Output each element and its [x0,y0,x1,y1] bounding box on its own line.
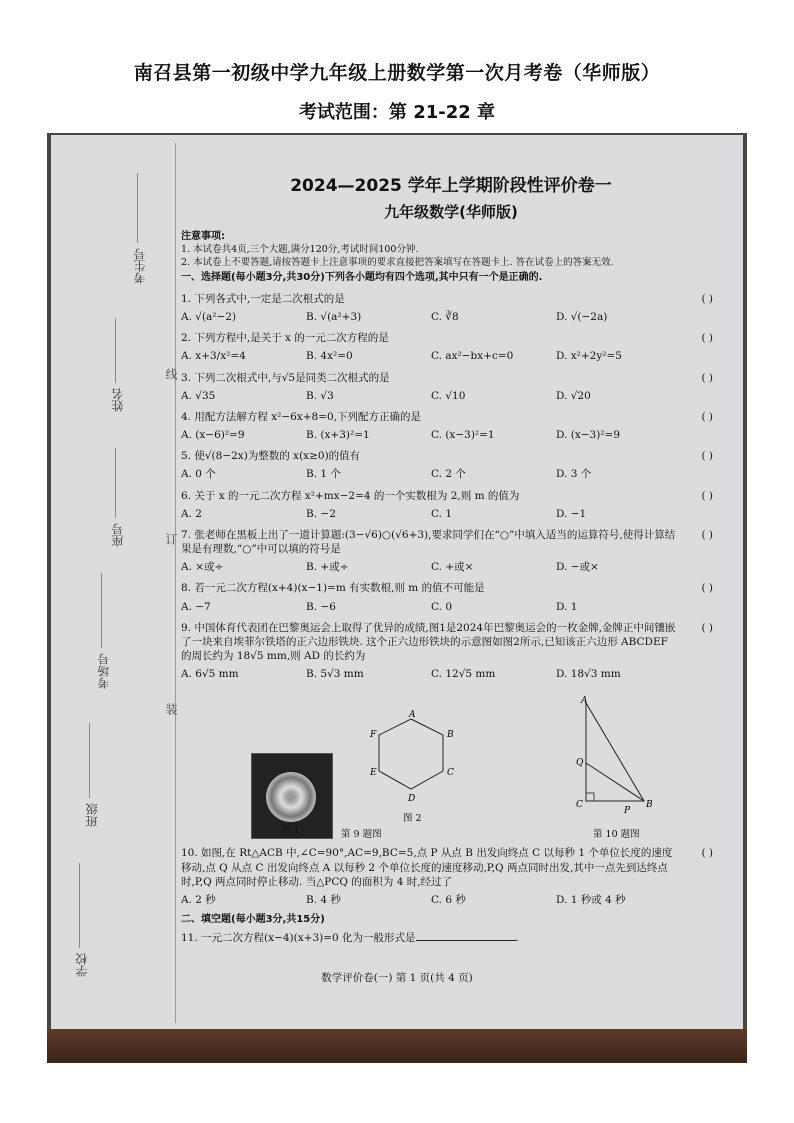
section-heading-choice: 一、选择题(每小题3分,共30分)下列各小题均有四个选项,其中只有一个是正确的. [181,272,543,284]
note-item: 1. 本试卷共4页,三个大题,满分120分,考试时间100分钟. [181,243,419,255]
option-row [181,667,681,681]
option-d[interactable]: D. √(−2a) [556,310,608,323]
question-list [181,292,721,682]
question-8 [181,581,721,613]
question-11: 11. 一元二次方程(x−4)(x+3)=0 化为一般形式是 . [181,931,519,944]
question-stem: 9. 中国体育代表团在巴黎奥运会上取得了优异的成绩,图1是2024年巴黎奥运会的一枚金牌,金牌正中间镶嵌了一块来自埃菲尔铁塔的正六边形铁块. 这个正六边形铁块的示意图如图2所示,已知该正六边形 ABCDEF 的周长约为 18√5 mm,则 AD 的长约为 [181,621,676,663]
option-d[interactable]: D. 1 [556,600,578,613]
binding-line [101,573,102,648]
binding-line [115,448,116,518]
tri-label: Q [576,758,584,769]
option-c[interactable]: C. 12√5 mm [431,668,496,681]
binding-line [137,173,138,243]
option-row [181,507,681,521]
option-a[interactable]: A. 6√5 mm [181,668,239,681]
option-a[interactable]: A. 2 [181,507,202,520]
question-figures [181,689,721,839]
answer-paren[interactable]: ( ) [701,847,713,860]
question-stem: 1. 下列各式中,一定是二次根式的是 [181,292,345,305]
hex-label: F [370,730,377,741]
option-row [181,310,681,324]
option-a[interactable]: A. −7 [181,600,211,613]
option-a[interactable]: A. (x−6)²=9 [181,429,245,442]
option-a[interactable]: A. ×或÷ [181,561,224,574]
option-d[interactable]: D. 18√3 mm [556,668,621,681]
binding-label-room: 考场号 [97,653,111,689]
figure-caption: 图 2 [403,813,422,825]
question-3 [181,371,721,403]
hex-label: A [409,710,416,721]
option-a[interactable]: A. √35 [181,389,216,402]
exam-subtitle: 九年级数学(华师版) [384,202,518,221]
question-10 [181,846,721,907]
exam-paper [51,135,743,1033]
answer-paren[interactable]: ( ) [701,621,713,634]
hex-label: E [370,768,377,779]
figure-caption: 图 1 [281,825,300,837]
cut-mark-line: 线 [164,368,178,380]
question-stem: 10. 如图,在 Rt△ACB 中,∠C=90°,AC=9,BC=5,点 P 从点 B 出发向终点 C 以每秒 1 个单位长度的速度移动,点 Q 从点 C 出发向终点 A 以每秒 2 个单位长度的速度移动,P,Q 两点同时出发,其中一点先到达终点时,P,Q 两点同时停止移动. 当△PCQ 的面积为 4 时,经过了 [181,847,673,888]
option-d[interactable]: D. −1 [556,507,587,520]
binding-label-name: 姓名 [111,388,125,412]
answer-paren[interactable]: ( ) [701,410,713,423]
option-row [181,349,681,363]
question-9 [181,621,721,682]
hex-label: D [408,794,416,805]
hex-label: B [447,730,454,741]
exam-scope: 考试范围：第 21-22 章 [298,102,496,123]
binding-label-class: 班级 [85,803,99,827]
question-stem: 7. 张老师在黑板上出了一道计算题:(3−√6)○(√6+3),要求同学们在“○”中填入适当的运算符号,使得计算结果是有理数,“○”中可以填的符号是 [181,528,676,556]
question-stem: 8. 若一元二次方程(x+4)(x−1)=m 有实数根,则 m 的值不可能是 [181,582,485,595]
option-d[interactable]: D. −或× [556,561,599,574]
option-d[interactable]: D. (x−3)²=9 [556,429,620,442]
tri-label: B [646,800,653,811]
question-5 [181,449,721,481]
page-title: 南召县第一初级中学九年级上册数学第一次月考卷（华师版） [133,62,661,84]
question-stem: 5. 使√(8−2x)为整数的 x(x≥0)的值有 [181,450,361,463]
option-c[interactable]: C. (x−3)²=1 [431,429,495,442]
option-b[interactable]: B. (x+3)²=1 [306,429,370,442]
binding-strip [63,143,176,1023]
option-c[interactable]: C. 2 个 [431,468,466,481]
hex-label: C [447,768,454,779]
option-b[interactable]: B. +或÷ [306,561,349,574]
option-a[interactable]: A. 2 秒 [181,893,216,906]
option-c[interactable]: C. 1 [431,507,453,520]
answer-paren[interactable]: ( ) [701,528,713,541]
option-row [181,389,681,403]
answer-paren[interactable]: ( ) [701,489,713,502]
exam-title: 2024—2025 学年上学期阶段性评价卷一 [290,176,612,196]
section-heading-fill: 二、填空题(每小题3分,共15分) [181,914,325,926]
question-6 [181,489,721,521]
answer-blank[interactable] [416,940,516,941]
notes-heading: 注意事项: [181,231,225,243]
option-a[interactable]: A. √(a²−2) [181,310,237,323]
page-footer: 数学评价卷(一) 第 1 页(共 4 页) [321,972,473,984]
hexagon-figure [371,711,481,821]
desk-surface [47,1029,747,1063]
option-a[interactable]: A. 0 个 [181,468,216,481]
figure-caption-q10: 第 10 题图 [593,829,640,841]
option-c[interactable]: C. ∛8 [431,310,459,323]
figure-caption-q9: 第 9 题图 [341,829,382,841]
cut-mark-staple: 订 [164,533,178,545]
tri-label: P [624,806,631,817]
question-stem: 4. 用配方法解方程 x²−6x+8=0,下列配方正确的是 [181,410,422,423]
tri-label: C [576,800,583,811]
question-1 [181,292,721,324]
cut-mark-bind: 装 [164,703,178,715]
note-item: 2. 本试卷上不要答题,请按答题卡上注意事项的要求直接把答案填写在答题卡上. 答在试卷上的答案无效. [181,256,614,268]
answer-paren[interactable]: ( ) [701,450,713,463]
exam-photo [47,133,747,1063]
answer-paren[interactable]: ( ) [701,582,713,595]
option-b[interactable]: B. 4 秒 [306,893,341,906]
option-row [181,428,681,442]
option-b[interactable]: B. √(a²+3) [306,310,362,323]
option-d[interactable]: D. 3 个 [556,468,592,481]
question-stem: 6. 关于 x 的一元二次方程 x²+mx−2=4 的一个实数根为 2,则 m 的值为 [181,489,520,502]
answer-paren[interactable]: ( ) [701,371,713,384]
option-c[interactable]: C. +或× [431,561,474,574]
option-row [181,893,681,907]
option-c[interactable]: C. 6 秒 [431,893,466,906]
question-4 [181,410,721,442]
option-b[interactable]: B. 4x²=0 [306,350,353,363]
option-row [181,560,681,574]
option-c[interactable]: C. 0 [431,600,453,613]
question-stem: 3. 下列二次根式中,与√5是同类二次根式的是 [181,371,390,384]
binding-label-school: 学校 [75,953,89,977]
binding-label-seat: 座号 [111,523,125,547]
option-b[interactable]: B. √3 [306,389,334,402]
option-b[interactable]: B. −6 [306,600,336,613]
answer-paren[interactable]: ( ) [701,332,713,345]
binding-line [115,318,116,383]
triangle-figure [576,697,666,817]
exam-content [181,175,721,945]
answer-paren[interactable]: ( ) [701,292,713,305]
page-header [0,0,794,130]
option-b[interactable]: B. 1 个 [306,468,341,481]
question-list-2 [181,846,721,907]
option-a[interactable]: A. x+3/x²=4 [181,350,246,363]
option-d[interactable]: D. x²+2y²=5 [556,350,622,363]
question-stem: 2. 下列方程中,是关于 x 的一元二次方程的是 [181,332,389,345]
option-c[interactable]: C. ax²−bx+c=0 [431,350,514,363]
option-c[interactable]: C. √10 [431,389,466,402]
option-d[interactable]: D. 1 秒或 4 秒 [556,893,626,906]
option-row [181,467,681,481]
option-row [181,600,681,614]
question-stem: 11. 一元二次方程(x−4)(x+3)=0 化为一般形式是 [181,931,416,944]
tri-label: A [581,696,588,707]
option-d[interactable]: D. √20 [556,389,591,402]
question-2 [181,331,721,363]
option-b[interactable]: B. 5√3 mm [306,668,364,681]
question-7 [181,528,721,575]
binding-line [79,863,80,948]
option-b[interactable]: B. −2 [306,507,336,520]
binding-label-candidate-no: 考生号 [133,248,147,284]
binding-line [89,723,90,798]
